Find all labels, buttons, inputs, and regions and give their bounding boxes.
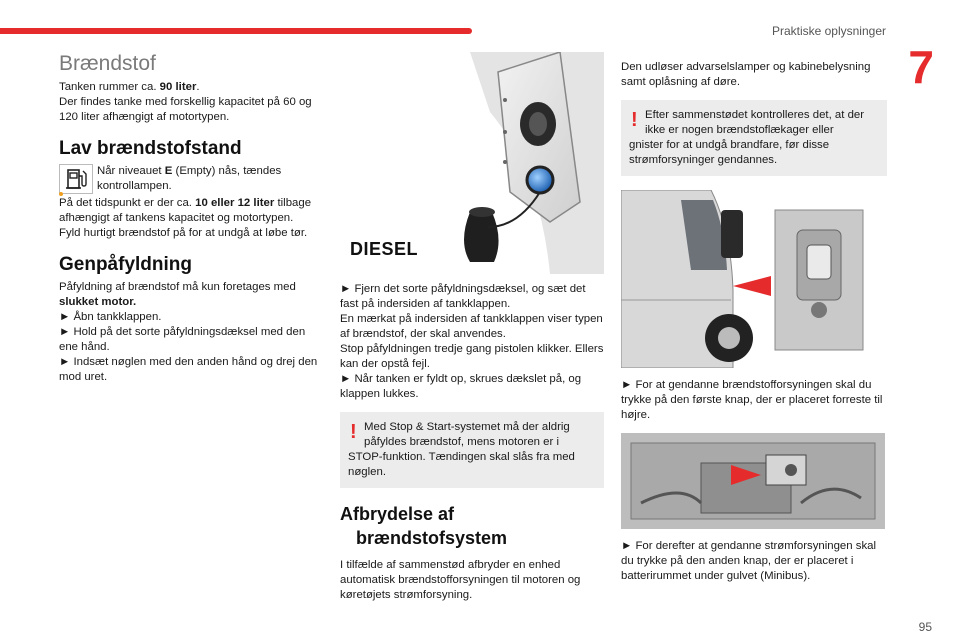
page-number: 95 bbox=[918, 620, 932, 634]
heading-fuel-cutoff: Afbrydelse af brændstofsystem bbox=[340, 504, 508, 548]
battery-compartment-illustration bbox=[621, 433, 885, 529]
intro-paragraph: Tanken rummer ca. 90 liter. Der findes tanke med forskellig kapacitet på 60 og 120 liter afhængigt af motortypen. bbox=[59, 81, 312, 123]
restore-fuel-text: ► For at gendanne brændstofforsyningen skal du trykke på den første knap, der er placeret forreste til højre. bbox=[621, 379, 883, 421]
warning-exclamation-icon: ! bbox=[631, 109, 638, 131]
section-title: Brændstof bbox=[59, 52, 156, 75]
diesel-label: DIESEL bbox=[350, 239, 419, 259]
heading-low-fuel: Lav brændstofstand bbox=[59, 138, 242, 159]
van-cutoff-button-illustration bbox=[621, 190, 885, 368]
chapter-number: 7 bbox=[908, 41, 934, 93]
column-3 bbox=[621, 60, 887, 584]
low-fuel-paragraph: På det tidspunkt er der ca. 10 eller 12 liter tilbage afhængigt af tankens kapacitet og motortypen. Fyld hurtigt brændstof på for at undgå at løbe tør. bbox=[59, 197, 312, 239]
header-accent-bar bbox=[0, 28, 472, 34]
restore-power-text: ► For derefter at gendanne strømforsyningen skal du trykke på den anden knap, der er placeret i batterirummet under gulvet (Minibus). bbox=[621, 540, 877, 582]
warning-exclamation-icon: ! bbox=[350, 421, 357, 443]
stop-start-warning: ! Med Stop & Start-systemet må der aldrig påfyldes brændstof, mens motoren er i STOP-funktion. Tændingen skal slås fra med nøglen. bbox=[340, 412, 604, 488]
low-fuel-text: Når niveauet E (Empty) nås, tændes kontrollampen. bbox=[97, 165, 282, 192]
column-2 bbox=[340, 52, 604, 603]
fuel-filler-illustration bbox=[350, 52, 604, 274]
low-fuel-row bbox=[59, 164, 321, 196]
running-header: Praktiske oplysninger bbox=[771, 24, 886, 38]
cutoff-paragraph: I tilfælde af sammenstød afbryder en enhed automatisk brændstofforsyningen til motoren og køretøjets strømforsyning. bbox=[340, 559, 581, 601]
heading-refuel: Genpåfyldning bbox=[59, 254, 192, 275]
cutoff-continued: Den udløser advarselslamper og kabinebelysning samt oplåsning af døre. bbox=[621, 61, 871, 88]
refuel-paragraph: Påfyldning af brændstof må kun foretages med slukket motor. ► Åbn tankklappen. ► Hold på det sorte påfyldningsdæksel med den ene hånd. ► Indsæt nøglen med den anden hånd og drej den mod uret. bbox=[59, 281, 318, 383]
fuel-pump-icon bbox=[59, 164, 93, 196]
fuel-leak-warning: ! Efter sammenstødet kontrolleres det, at der ikke er nogen brændstoflækager eller gnister for at undgå brandfare, før disse strømforsyninger gendannes. bbox=[621, 100, 887, 176]
column-1 bbox=[59, 52, 321, 385]
fuel-instructions-1: ► Fjern det sorte påfyldningsdæksel, og sæt det fast på indersiden af tankklappen. En mærkat på indersiden af tankklappen viser typen af brændstof, der skal anvendes. Stop påfyldningen tredje gang pistolen klikker. Ellers kan der opstå fejl. ► Når tanken er fyldt op, skrues dækslet på, og klappen lukkes. bbox=[340, 283, 604, 400]
